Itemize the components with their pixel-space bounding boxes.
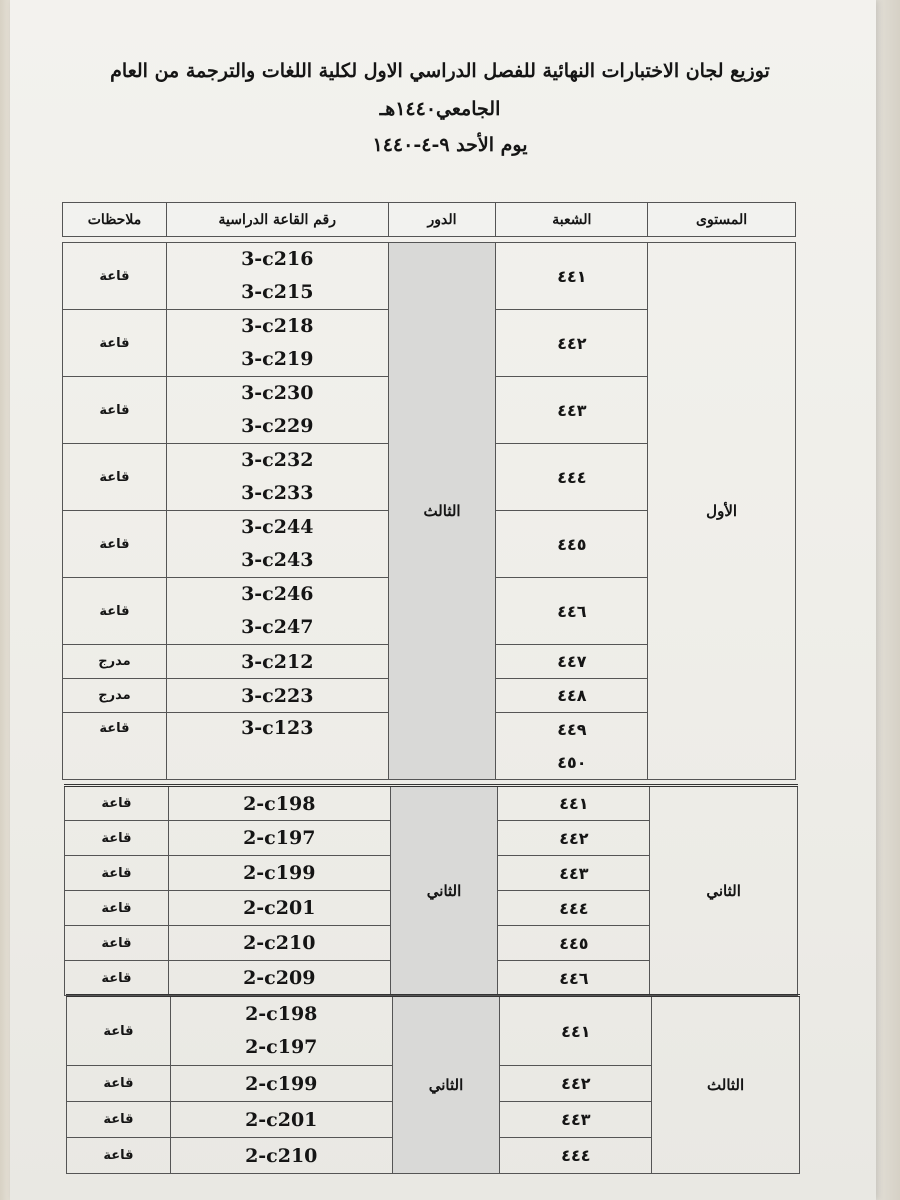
- section-cell: ٤٤٥: [498, 926, 650, 961]
- section-cell: ٤٤٦: [496, 578, 648, 645]
- section-cell: ٤٤٢: [496, 310, 648, 377]
- room-cell: [166, 243, 388, 310]
- section-cell: ٤٤٣: [496, 377, 648, 444]
- note-cell: قاعة: [63, 713, 167, 780]
- section-cell: ٤٤٥: [496, 511, 648, 578]
- room-number: 3-c212: [166, 645, 388, 679]
- section-cell: ٤٤٧: [496, 645, 648, 679]
- note-cell: قاعة: [65, 926, 169, 961]
- room-cell: [166, 310, 388, 377]
- note-cell: قاعة: [65, 961, 169, 996]
- col-floor-header: الدور: [388, 203, 496, 237]
- section-cell: ٤٤٦: [498, 961, 650, 996]
- room-number: 3-c246: [241, 583, 314, 605]
- room-number: 2-c199: [168, 856, 390, 891]
- room-number: 2-c197: [168, 821, 390, 856]
- room-cell: [166, 377, 388, 444]
- section-cell: ٤٤٤: [498, 891, 650, 926]
- col-level-header: المستوى: [648, 203, 796, 237]
- note-cell: قاعة: [63, 310, 167, 377]
- section-cell: ٤٤١: [500, 996, 652, 1066]
- section-number: ٤٤٩: [557, 720, 587, 739]
- room-number: 3-c244: [241, 516, 314, 538]
- section-cell: [496, 713, 648, 780]
- table-row: [63, 243, 796, 310]
- col-section-header: الشعبة: [496, 203, 648, 237]
- block-level-2: [64, 784, 798, 996]
- col-notes-header: ملاحظات: [63, 203, 167, 237]
- section-cell: ٤٤٤: [500, 1138, 652, 1174]
- note-cell: قاعة: [65, 821, 169, 856]
- note-cell: قاعة: [65, 856, 169, 891]
- note-cell: مدرج: [63, 645, 167, 679]
- room-number: 3-c243: [241, 549, 314, 571]
- section-cell: ٤٤١: [498, 786, 650, 821]
- room-number: 2-c198: [168, 786, 390, 821]
- room-number: 2-c209: [168, 961, 390, 996]
- room-cell: [166, 444, 388, 511]
- room-number: 3-c229: [241, 415, 314, 437]
- note-cell: قاعة: [63, 243, 167, 310]
- floor-cell: الثاني: [392, 996, 500, 1174]
- document-title: توزيع لجان الاختبارات النهائية للفصل الدراسي الاول لكلية اللغات والترجمة من العام: [110, 60, 770, 82]
- room-number: 3-c232: [241, 449, 314, 471]
- note-cell: قاعة: [67, 1066, 171, 1102]
- section-cell: ٤٤٢: [498, 821, 650, 856]
- col-room-header: رقم القاعة الدراسية: [166, 203, 388, 237]
- block-level-3: [66, 994, 800, 1174]
- note-cell: قاعة: [63, 377, 167, 444]
- note-cell: قاعة: [65, 891, 169, 926]
- level-cell: الثاني: [650, 786, 798, 996]
- room-number: 3-c215: [241, 281, 314, 303]
- table-row: [65, 786, 798, 821]
- room-number: 3-c123: [166, 713, 388, 780]
- room-number: 3-c233: [241, 482, 314, 504]
- room-cell: [170, 996, 392, 1066]
- floor-cell: الثاني: [390, 786, 498, 996]
- header-table: [62, 202, 796, 237]
- document-year: الجامعي١٤٤٠هـ: [379, 98, 501, 120]
- note-cell: قاعة: [67, 996, 171, 1066]
- section-number: ٤٥٠: [557, 753, 587, 772]
- room-number: 3-c219: [241, 348, 314, 370]
- room-number: 2-c201: [170, 1102, 392, 1138]
- room-number: 2-c210: [168, 926, 390, 961]
- section-cell: ٤٤٢: [500, 1066, 652, 1102]
- room-number: 3-c223: [166, 679, 388, 713]
- room-number: 3-c218: [241, 315, 314, 337]
- room-number: 3-c216: [241, 248, 314, 270]
- floor-cell: الثالث: [388, 243, 496, 780]
- block-level-1: [62, 242, 796, 780]
- note-cell: قاعة: [63, 578, 167, 645]
- section-cell: ٤٤٣: [498, 856, 650, 891]
- section-cell: ٤٤١: [496, 243, 648, 310]
- room-number: 2-c197: [245, 1036, 318, 1058]
- section-cell: ٤٤٤: [496, 444, 648, 511]
- room-cell: [166, 511, 388, 578]
- room-number: 2-c199: [170, 1066, 392, 1102]
- room-number: 2-c210: [170, 1138, 392, 1174]
- section-cell: ٤٤٣: [500, 1102, 652, 1138]
- section-cell: ٤٤٨: [496, 679, 648, 713]
- note-cell: قاعة: [67, 1138, 171, 1174]
- note-cell: قاعة: [63, 511, 167, 578]
- room-number: 3-c230: [241, 382, 314, 404]
- note-cell: قاعة: [67, 1102, 171, 1138]
- note-cell: قاعة: [65, 786, 169, 821]
- level-cell: الثالث: [652, 996, 800, 1174]
- room-number: 2-c198: [245, 1003, 318, 1025]
- room-number: 2-c201: [168, 891, 390, 926]
- note-cell: قاعة: [63, 444, 167, 511]
- room-number: 3-c247: [241, 616, 314, 638]
- table-row: [67, 996, 800, 1066]
- note-cell: مدرج: [63, 679, 167, 713]
- document-date: يوم الأحد ٩-٤-١٤٤٠: [372, 134, 528, 156]
- room-cell: [166, 578, 388, 645]
- level-cell: الأول: [648, 243, 796, 780]
